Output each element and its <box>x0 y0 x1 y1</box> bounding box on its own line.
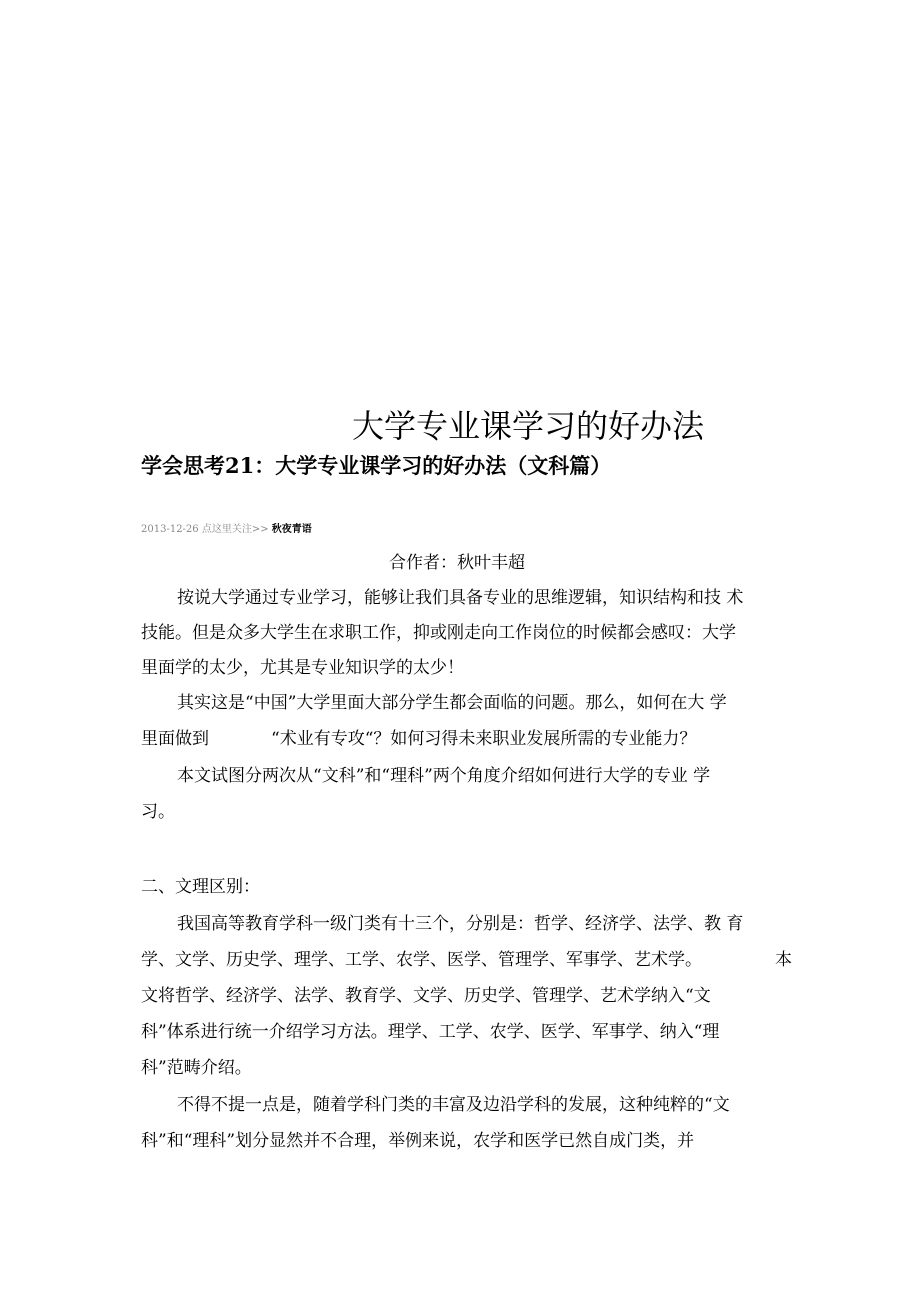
paragraph-line: 习。 <box>141 802 175 822</box>
paragraph-line: 里面学的太少，尤其是专业知识学的太少！ <box>141 658 464 678</box>
follow-link[interactable]: 点这里关注>> <box>201 524 269 535</box>
publish-date: 2013-12-26 <box>141 524 199 535</box>
paragraph-line: 不得不提一点是，随着学科门类的丰富及边沿学科的发展，这种纯粹的“文 <box>177 1095 730 1115</box>
author-link[interactable]: 秋夜青语 <box>271 524 312 535</box>
paragraph-line: 科”体系进行统一介绍学习方法。理学、工学、农学、医学、军事学、纳入“理 <box>141 1022 720 1042</box>
paragraph-line: “术业有专攻“？如何习得未来职业发展所需的专业能力？ <box>271 729 697 749</box>
paragraph-line: 按说大学通过专业学习，能够让我们具备专业的思维逻辑，知识结构和技 术 <box>177 588 744 608</box>
paragraph-line: 其实这是“中国”大学里面大部分学生都会面临的问题。那么，如何在大 学 <box>177 693 727 713</box>
paragraph-line: 我国高等教育学科一级门类有十三个，分别是：哲学、经济学、法学、教 育 <box>177 914 744 934</box>
document-subtitle: 学会思考21：大学专业课学习的好办法（文科篇） <box>141 453 612 478</box>
article-meta <box>141 521 312 539</box>
paragraph-line: 里面做到 <box>141 729 209 749</box>
paragraph-line: 技能。但是众多大学生在求职工作，抑或刚走向工作岗位的时候都会感叹：大学 <box>141 623 736 643</box>
coauthor-line: 合作者：秋叶丰超 <box>389 553 525 573</box>
document-title: 大学专业课学习的好办法 <box>352 407 705 445</box>
paragraph-line: 本 <box>775 950 792 970</box>
paragraph-line: 科”范畴介绍。 <box>141 1058 252 1078</box>
paragraph-line: 科”和“理科”划分显然并不合理，举例来说，农学和医学已然自成门类，并 <box>141 1131 695 1151</box>
section-heading: 二、文理区别： <box>141 877 260 897</box>
paragraph-line: 学、文学、历史学、理学、工学、农学、医学、管理学、军事学、艺术学。 <box>141 950 702 970</box>
paragraph-line: 本文试图分两次从“文科”和“理科”两个角度介绍如何进行大学的专业 学 <box>177 766 711 786</box>
paragraph-line: 文将哲学、经济学、法学、教育学、文学、历史学、管理学、艺术学纳入“文 <box>141 986 711 1006</box>
